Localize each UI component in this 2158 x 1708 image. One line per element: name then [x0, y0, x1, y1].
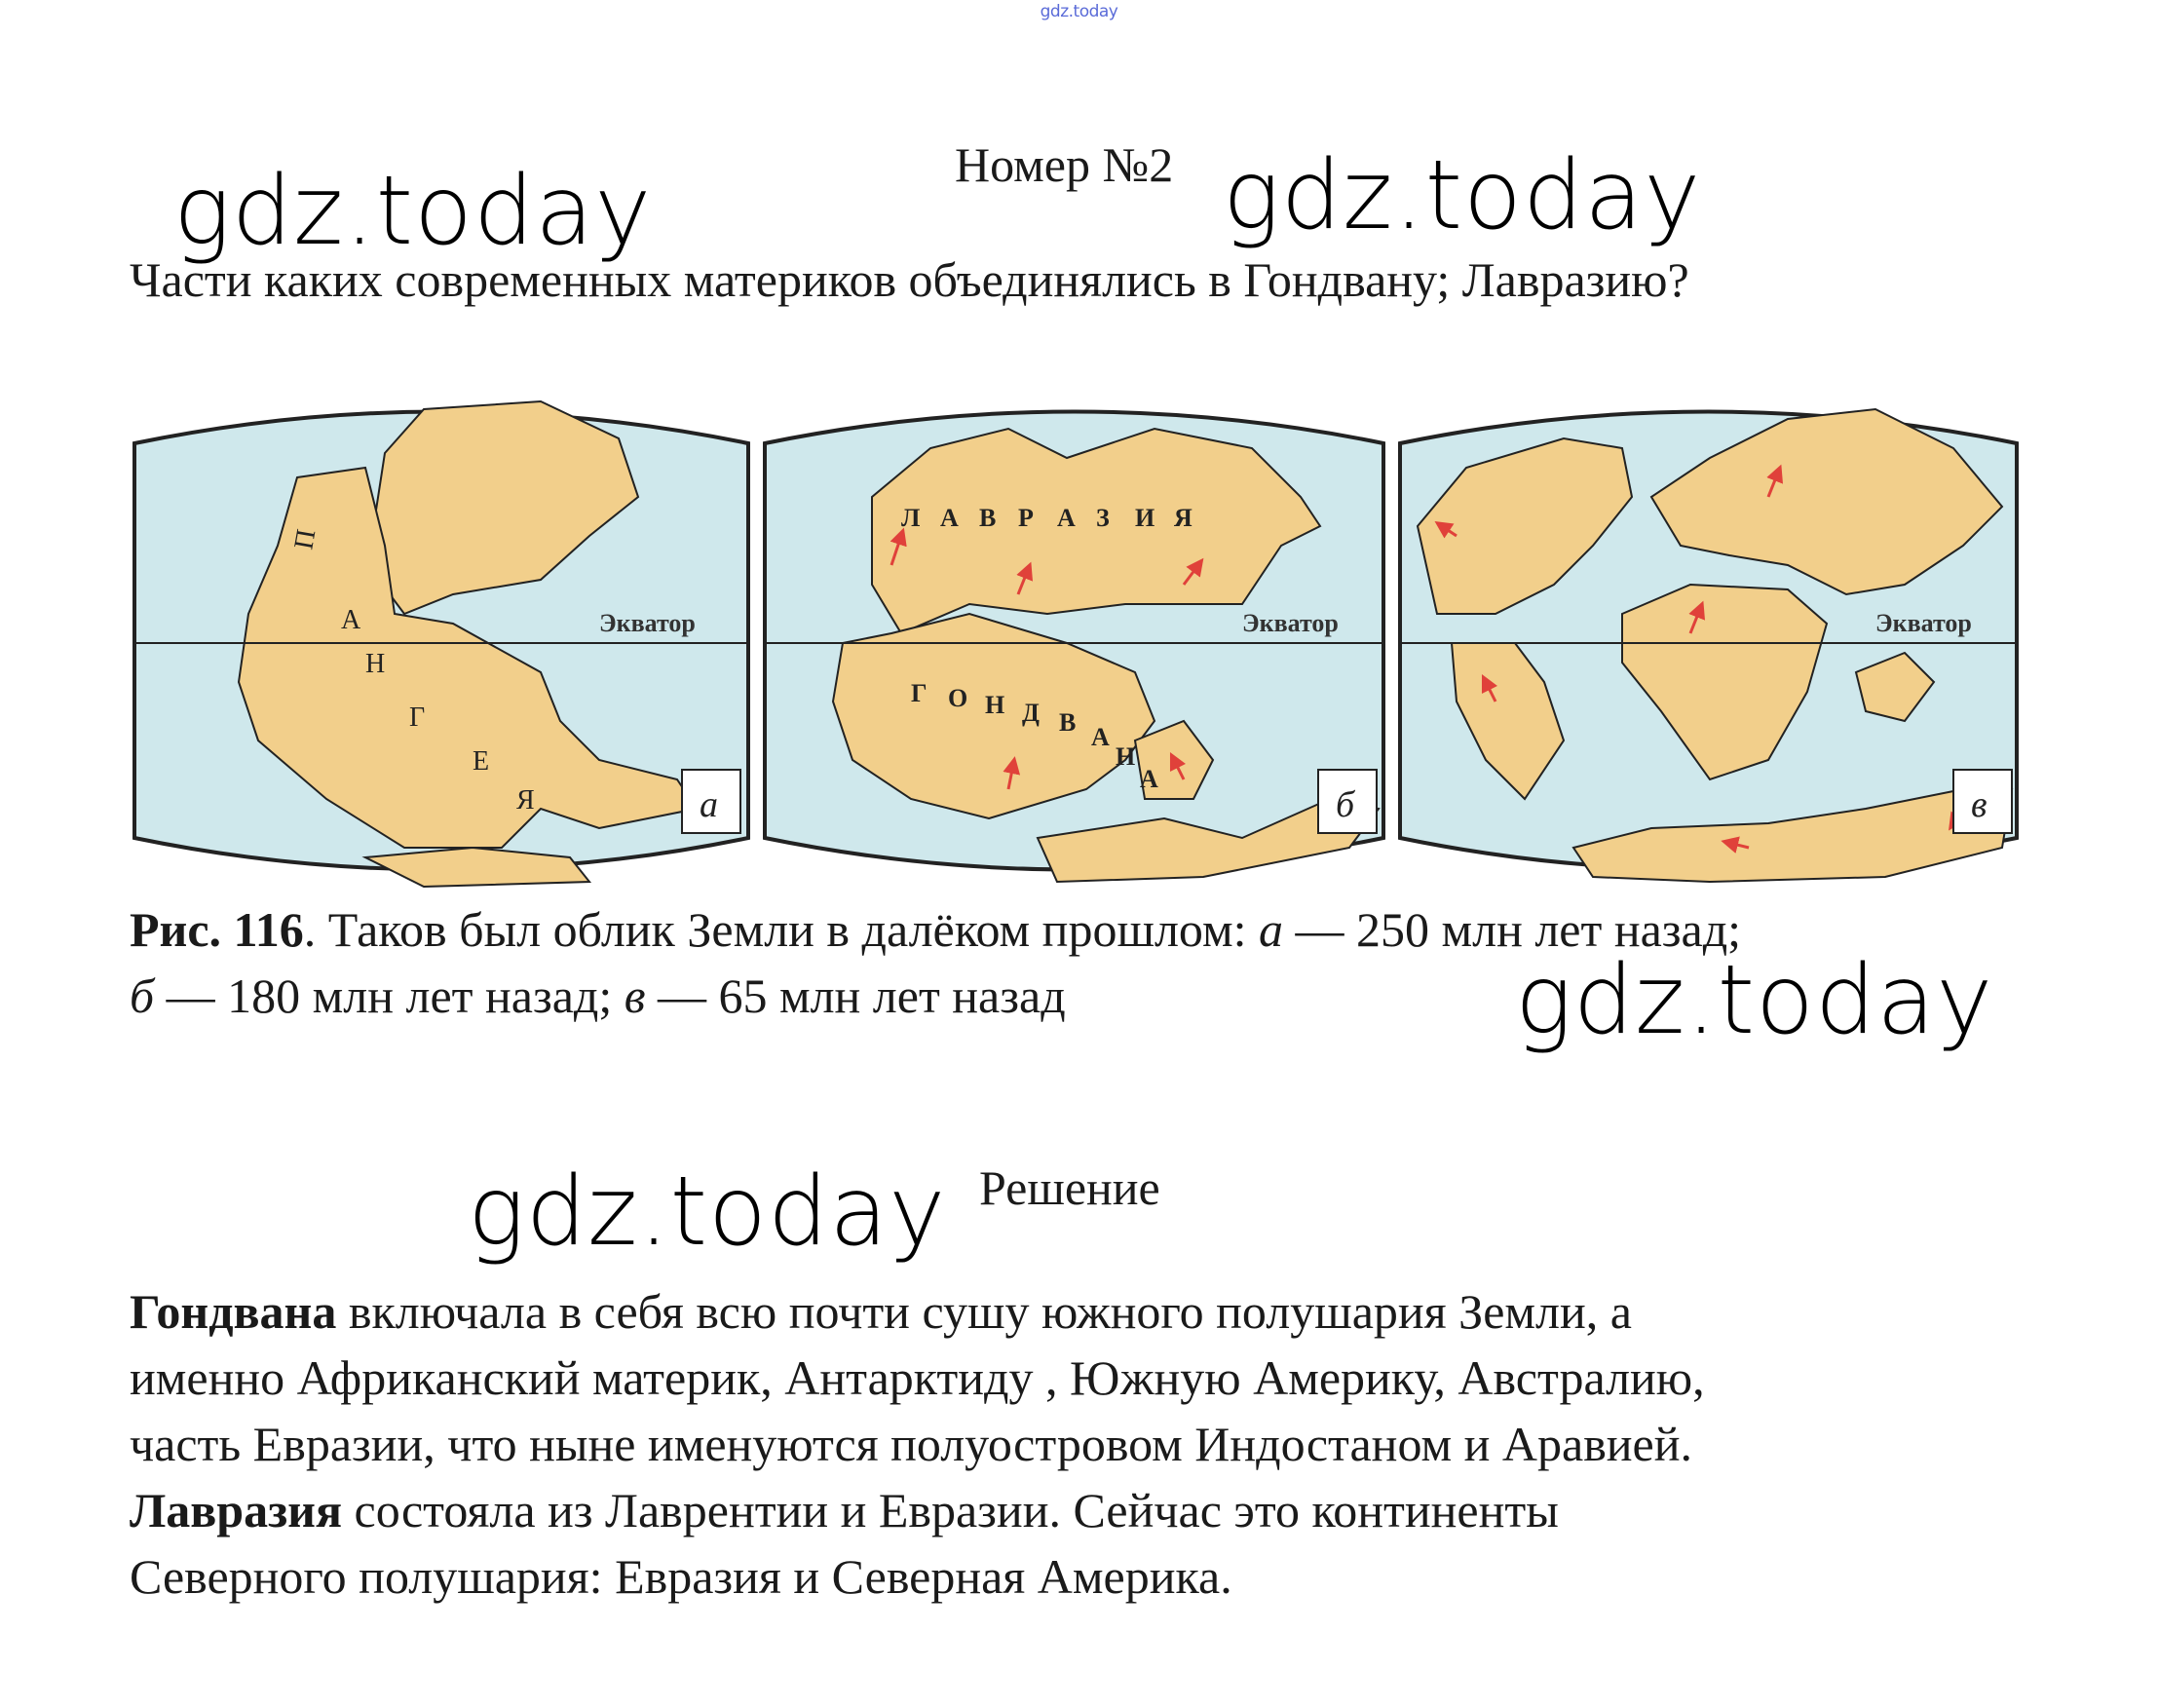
answer-text	[130, 1278, 2078, 1610]
gondwana-l7: Н	[1116, 742, 1144, 771]
laurasia-l8: Я	[1174, 504, 1200, 532]
watermark-2: gdz.today	[1223, 140, 1702, 251]
caption-text-1: . Таков был облик Земли в далёком прошлом:	[303, 902, 1259, 957]
pangea-letter-4: Г	[409, 702, 426, 733]
equator-label-a: Экватор	[599, 609, 696, 637]
laurasia-l6: З	[1096, 504, 1117, 532]
answer-line-4: состояла из Лаврентии и Евразии. Сейчас это континенты	[342, 1483, 1559, 1537]
pangea-letter-3: Н	[365, 649, 386, 679]
watermark-3: gdz.today	[1515, 945, 1994, 1056]
gondwana-l5: В	[1059, 708, 1084, 737]
gondwana-l8: А	[1140, 765, 1166, 793]
paleo-maps-figure	[132, 390, 2022, 892]
answer-line-2: именно Африканский материк, Антарктиду , Южную Америку, Австралию,	[130, 1350, 1705, 1405]
pangea-letter-2: А	[341, 605, 361, 635]
laurasia-l3: В	[979, 504, 1004, 532]
solution-heading: Решение	[979, 1160, 1160, 1215]
laurasia-l4: Р	[1018, 504, 1041, 532]
caption-letter-v: в	[624, 968, 646, 1023]
watermark-4: gdz.today	[468, 1157, 947, 1268]
watermark-1: gdz.today	[173, 156, 653, 267]
question-text: Части каких современных материков объединялись в Гондвану; Лавразию?	[130, 252, 1689, 307]
problem-number: Номер №2	[955, 137, 1174, 192]
map-panel-a	[134, 401, 748, 887]
caption-figure-ref: Рис. 116	[130, 902, 304, 957]
answer-line-1: включала в себя всю почти сушу южного полушария Земли, а	[336, 1284, 1632, 1339]
gondwana-l6: А	[1091, 723, 1117, 751]
top-watermark: gdz.today	[1040, 2, 1118, 21]
gondwana-l3: Н	[985, 691, 1013, 719]
answer-term-gondwana: Гондвана	[130, 1284, 337, 1339]
equator-label-b: Экватор	[1242, 609, 1339, 637]
panel-letter-c: в	[1971, 784, 1988, 825]
panel-letter-a: а	[700, 784, 718, 825]
pangea-letter-1: П	[288, 526, 322, 552]
laurasia-l1: Л	[901, 504, 928, 532]
laurasia-l5: А	[1057, 504, 1083, 532]
caption-text-3: — 180 млн лет назад;	[154, 968, 625, 1023]
caption-letter-a: а	[1258, 902, 1283, 957]
map-panel-b	[765, 412, 1383, 883]
answer-line-5: Северного полушария: Евразия и Северная Америка.	[130, 1549, 1232, 1604]
answer-term-laurasia: Лавразия	[130, 1483, 343, 1537]
pangea-letter-6: Я	[516, 785, 535, 816]
answer-line-3: часть Евразии, что ныне именуются полуостровом Индостаном и Аравией.	[130, 1417, 1693, 1471]
gondwana-l2: О	[948, 684, 976, 712]
caption-text-4: — 65 млн лет назад	[645, 968, 1066, 1023]
pangea-letter-5: Е	[473, 746, 490, 777]
caption-letter-b: б	[130, 968, 155, 1023]
caption-text-2: — 250 млн лет назад;	[1282, 902, 1742, 957]
laurasia-l2: А	[940, 504, 966, 532]
equator-label-c: Экватор	[1875, 609, 1972, 637]
map-panel-c	[1400, 409, 2017, 882]
gondwana-l4: Д	[1022, 699, 1047, 727]
laurasia-l7: И	[1135, 504, 1163, 532]
panel-letter-b: б	[1336, 784, 1355, 825]
gondwana-l1: Г	[911, 679, 935, 707]
